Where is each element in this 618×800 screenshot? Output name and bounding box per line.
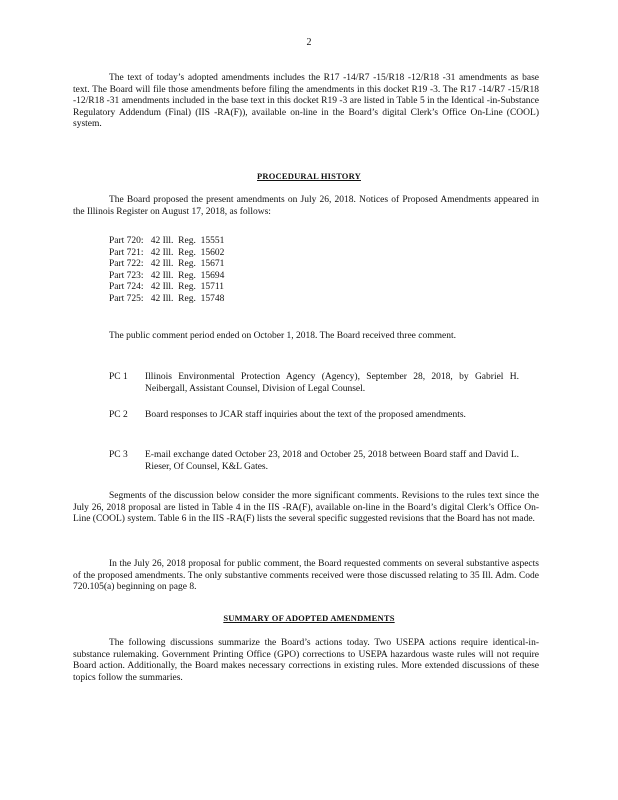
public-comment-id: PC 3: [109, 450, 128, 460]
intro-paragraph: The text of today’s adopted amendments includes the R17 -14/R7 -15/R18 -12/R18 -31 amendments as base text. The Board will file those amendments before filing the amendments in this docket R19 -3. The R17 -14/R7 -15/R18 -12/R18 -31 amendments included in the base text in this docket R19 -3 are listed in Table 5 in the Identical -in-Substance Regulatory Addendum (Final) (IIS -RA(F)), available on-line in the Board’s digital Clerk’s Office On-Line (COOL) system.: [73, 73, 539, 130]
summary-paragraph: The following discussions summarize the Board’s actions today. Two USEPA actions require identical-in-substance rulemaking. Government Printing Office (GPO) corrections to USEPA hazardous waste rules will not require Board action. Additionally, the Board makes necessary corrections in existing rules. More extended discussions of these topics follow the summaries.: [73, 638, 539, 683]
register-entry: Part 723: 42 Ill. Reg. 15694: [109, 270, 225, 281]
register-entries-list: [109, 236, 224, 306]
summary-heading: SUMMARY OF ADOPTED AMENDMENTS: [223, 613, 395, 623]
register-entry: Part 722: 42 Ill. Reg. 15671: [109, 259, 225, 270]
register-entry: Part 725: 42 Ill. Reg. 15748: [109, 293, 225, 304]
public-comment-text: Illinois Environmental Protection Agency (Agency), September 28, 2018, by Gabriel H. Neibergall, Assistant Counsel, Division of Legal Counsel.: [145, 372, 519, 394]
procedural-history-paragraph: The Board proposed the present amendments on July 26, 2018. Notices of Proposed Amendments appeared in the Illinois Register on August 17, 2018, as follows:: [73, 195, 539, 217]
proposal-paragraph: In the July 26, 2018 proposal for public comment, the Board requested comments on several substantive aspects of the proposed amendments. The only substantive comments received were those discussed relating to 35 Ill. Adm. Code 720.105(a) beginning on page 8.: [73, 559, 539, 593]
public-comment-3: [109, 450, 519, 473]
page-number: 2: [306, 37, 312, 48]
public-comment-id: PC 2: [109, 410, 128, 420]
register-entry: Part 720: 42 Ill. Reg. 15551: [109, 236, 225, 246]
comment-period-paragraph: The public comment period ended on October 1, 2018. The Board received three comment.: [109, 331, 456, 341]
public-comment-id: PC 1: [109, 372, 128, 382]
segments-paragraph: Segments of the discussion below consider the more significant comments. Revisions to the rules text since the July 26, 2018 proposal are listed in Table 4 in the IIS -RA(F), available on-line in the Board’s digital Clerk’s Office On-Line (COOL) system. Table 6 in the IIS -RA(F) lists the several specific suggested revisions that the Board has not made.: [73, 491, 539, 525]
procedural-history-heading: PROCEDURAL HISTORY: [257, 171, 361, 181]
public-comment-text: E-mail exchange dated October 23, 2018 and October 25, 2018 between Board staff and David L. Rieser, Of Counsel, K&L Gates.: [145, 450, 519, 472]
public-comment-2: [109, 410, 519, 422]
public-comment-text: Board responses to JCAR staff inquiries about the text of the proposed amendments.: [145, 410, 466, 420]
register-entry: Part 721: 42 Ill. Reg. 15602: [109, 247, 225, 258]
public-comment-1: [109, 372, 519, 395]
register-entry: Part 724: 42 Ill. Reg. 15711: [109, 282, 224, 293]
